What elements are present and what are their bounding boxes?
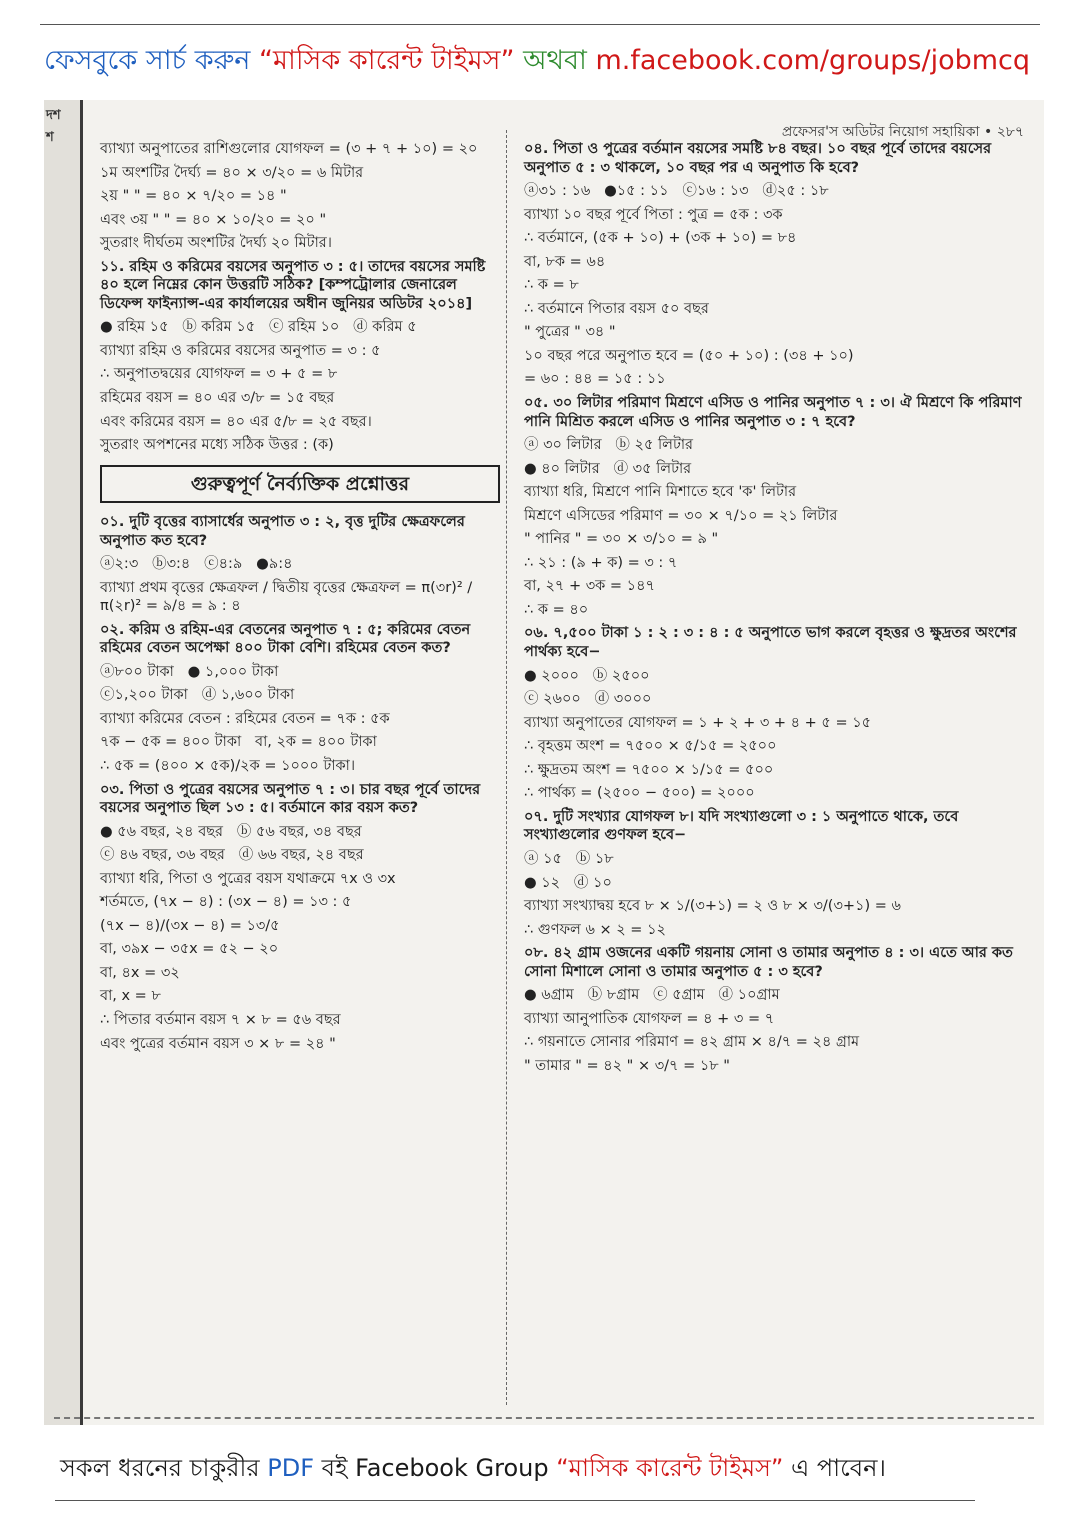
text-line: ● ৬গ্রাম ⓑ ৮গ্রাম ⓒ ৫গ্রাম ⓓ ১০গ্রাম <box>524 987 780 1004</box>
page-spine: দশ শ <box>44 100 83 1425</box>
text-line: বা, ৪x = ৩২ <box>100 964 180 981</box>
column-divider <box>506 130 507 1405</box>
text-line: বা, ৮ক = ৬৪ <box>524 253 606 270</box>
text-line: শর্তমতে, (৭x − ৪) : (৩x − ৪) = ১৩ : ৫ <box>100 894 352 911</box>
text-line: ∴ পিতার বর্তমান বয়স ৭ × ৮ = ৫৬ বছর <box>100 1012 341 1028</box>
text-line: ⓐ২:৩ ⓑ৩:৪ ⓒ৪:৯ ●৯:৪ <box>100 556 293 573</box>
text-line: ব্যাখ্যা অনুপাতের রাশিগুলোর যোগফল = (৩ + ৭ + ১০) = ২০ <box>100 141 478 157</box>
text-line: ● ২০০০ ⓑ ২৫০০ <box>524 667 650 684</box>
text-line: ব্যাখ্যা আনুপাতিক যোগফল = ৪ + ৩ = ৭ <box>524 1010 775 1027</box>
top-banner <box>44 40 1044 85</box>
text-line: ● ১২ ⓓ ১০ <box>524 874 612 891</box>
text-line: ১০ বছর পরে অনুপাত হবে = (৫০ + ১০) : (৩৪ + ১০) <box>524 347 854 364</box>
text-line: বা, x = ৮ <box>100 988 161 1005</box>
text-line: ∴ ক্ষুদ্রতম অংশ = ৭৫০০ × ১/১৫ = ৫০০ <box>524 761 774 778</box>
text-line: ∴ গয়নাতে সোনার পরিমাণ = ৪২ গ্রাম × ৪/৭ = ২৪ গ্রাম <box>524 1034 860 1051</box>
text-line: ⓐ৮০০ টাকা ● ১,০০০ টাকা <box>100 663 279 680</box>
text-line: ব্যাখ্যা সংখ্যাদ্বয় হবে ৮ × ১/(৩+১) = ২ ও ৮ × ৩/(৩+১) = ৬ <box>524 898 901 915</box>
text-line: (৭x − ৪)/(৩x − ৪) = ১৩/৫ <box>100 917 280 934</box>
left-column <box>100 140 500 1058</box>
text-line: ∴ ২১ : (৯ + ক) = ৩ : ৭ <box>524 554 678 571</box>
top-rule <box>40 24 1040 25</box>
text-line: এবং ৩য় " " = ৪০ × ১০/২০ = ২০ " <box>100 211 327 228</box>
text-line: ০২. করিম ও রহিম-এর বেতনের অনুপাত ৭ : ৫; করিমের বেতন রহিমের বেতন অপেক্ষা ৪০০ টাকা বেশি। রহিমের বেতন কত? <box>100 621 476 657</box>
text-line: = ৬০ : ৪৪ = ১৫ : ১১ <box>524 371 666 388</box>
text-line: ১ম অংশটির দৈর্ঘ্য = ৪০ × ৩/২০ = ৬ মিটার <box>100 164 364 181</box>
text-line: ব্যাখ্যা রহিম ও করিমের বয়সের অনুপাত = ৩ : ৫ <box>100 342 381 359</box>
text-line: এবং পুত্রের বর্তমান বয়স ৩ × ৮ = ২৪ " <box>100 1035 336 1052</box>
text-line: ⓐ৩১ : ১৬ ●১৫ : ১১ ⓒ১৬ : ১৩ ⓓ২৫ : ১৮ <box>524 183 829 200</box>
text-line: ● রহিম ১৫ ⓑ করিম ১৫ ⓒ রহিম ১০ ⓓ করিম ৫ <box>100 319 417 336</box>
text-line: রহিমের বয়স = ৪০ এর ৩/৮ = ১৫ বছর <box>100 390 335 407</box>
text-line: ⓐ ৩০ লিটার ⓑ ২৫ লিটার <box>524 437 694 454</box>
text-line: ⓒ১,২০০ টাকা ⓓ ১,৬০০ টাকা <box>100 687 295 704</box>
banner-group-name: “মাসিক কারেন্ট টাইমস” <box>259 45 515 76</box>
text-line: সুতরাং দীর্ঘতম অংশটির দৈর্ঘ্য ২০ মিটার। <box>100 235 332 252</box>
text-line: ব্যাখ্যা প্রথম বৃত্তের ক্ষেত্রফল / দ্বিতীয় বৃত্তের ক্ষেত্রফল = π(৩r)² / π(২r)² = ৯/৪ = ৯ : ৪ <box>100 579 477 615</box>
page-header: প্রফেসর'স অডিটর নিয়োগ সহায়িকা • ২৮৭ <box>781 124 1024 140</box>
text-line: বা, ২৭ + ৩ক = ১৪৭ <box>524 578 655 595</box>
text-line: ০৬. ৭,৫০০ টাকা ১ : ২ : ৩ : ৪ : ৫ অনুপাতে ভাগ করলে বৃহত্তর ও ক্ষুদ্রতর অংশের পার্থক্য হবে− <box>524 625 1022 661</box>
banner-or-text: অথবা <box>523 45 587 76</box>
text-line: ⓒ ৪৬ বছর, ৩৬ বছর ⓓ ৬৬ বছর, ২৪ বছর <box>100 847 364 864</box>
text-line: ব্যাখ্যা অনুপাতের যোগফল = ১ + ২ + ৩ + ৪ + ৫ = ১৫ <box>524 714 872 731</box>
footer-group-name: “মাসিক কারেন্ট টাইমস” <box>556 1454 784 1482</box>
text-line: ∴ অনুপাতদ্বয়ের যোগফল = ৩ + ৫ = ৮ <box>100 366 338 383</box>
text-line: ∴ বর্তমানে পিতার বয়স ৫০ বছর <box>524 300 709 317</box>
text-line: ∴ গুণফল ৬ × ২ = ১২ <box>524 921 666 938</box>
text-line: এবং করিমের বয়স = ৪০ এর ৫/৮ = ২৫ বছর। <box>100 413 372 430</box>
text-line: ব্যাখ্যা ১০ বছর পূর্বে পিতা : পুত্র = ৫ক : ৩ক <box>524 206 783 223</box>
footer-text-3: এ পাবেন। <box>790 1454 887 1482</box>
scanned-page <box>44 100 1044 1425</box>
text-line: ⓐ ১৫ ⓑ ১৮ <box>524 850 614 867</box>
text-line: ০৮. ৪২ গ্রাম ওজনের একটি গয়নায় সোনা ও তামার অনুপাত ৪ : ৩। এতে আর কত সোনা মিশালে সোনা ও তামার অনুপাত ৫ : ৩ হবে? <box>524 945 1018 980</box>
text-line: ∴ বর্তমানে, (৫ক + ১০) + (৩ক + ১০) = ৮৪ <box>524 230 797 247</box>
footer-pdf: PDF <box>267 1454 314 1482</box>
text-line: ∴ বৃহত্তম অংশ = ৭৫০০ × ৫/১৫ = ২৫০০ <box>524 738 777 755</box>
text-line: ∴ ক = ৪০ <box>524 601 589 618</box>
text-line: ১১. রহিম ও করিমের বয়সের অনুপাত ৩ : ৫। তাদের বয়সের সমষ্টি ৪০ হলে নিম্নের কোন উত্তরটি সঠিক? [কম্পট্রোলার জেনারেল ডিফেন্স ফাইন্যান্স-এর কার্যালয়ের অধীন জুনিয়র অডিটর ২০১৪] <box>100 258 491 312</box>
text-line: ০১. দুটি বৃত্তের ব্যাসার্ধের অনুপাত ৩ : ২, বৃত্ত দুটির ক্ষেত্রফলের অনুপাত কত হবে? <box>100 513 470 549</box>
text-line: " পুত্রের " ৩৪ " <box>524 324 616 341</box>
text-line: ০৫. ৩০ লিটার পরিমাণ মিশ্রণে এসিড ও পানির অনুপাত ৭ : ৩। ঐ মিশ্রণে কি পরিমাণ পানি মিশ্রিত করলে এসিড ও পানির অনুপাত ৩ : ৭ হবে? <box>524 395 1027 430</box>
text-line: মিশ্রণে এসিডের পরিমাণ = ৩০ × ৭/১০ = ২১ লিটার <box>524 507 838 524</box>
text-line: ০৩. পিতা ও পুত্রের বয়সের অনুপাত ৭ : ৩। চার বছর পূর্বে তাদের বয়সের অনুপাত ছিল ১৩ : ৫। বর্তমানে কার বয়স কত? <box>100 781 486 817</box>
text-line: বা, ৩৯x − ৩৫x = ৫২ − ২০ <box>100 941 279 958</box>
text-line: ব্যাখ্যা ধরি, মিশ্রণে পানি মিশাতে হবে 'ক' লিটার <box>524 484 797 501</box>
text-line: সুতরাং অপশনের মধ্যে সঠিক উত্তর : (ক) <box>100 437 334 454</box>
banner-link[interactable]: m.facebook.com/groups/jobmcq <box>595 45 1031 76</box>
text-line: ● ৫৬ বছর, ২৪ বছর ⓑ ৫৬ বছর, ৩৪ বছর <box>100 823 362 840</box>
text-line: ০৭. দুটি সংখ্যার যোগফল ৮। যদি সংখ্যাগুলো ৩ : ১ অনুপাতে থাকে, তবে সংখ্যাগুলোর গুণফল হবে− <box>524 808 964 844</box>
section-heading: গুরুত্বপূর্ণ নৈর্ব্যক্তিক প্রশ্নোত্তর <box>100 465 500 503</box>
footer-text-1: সকল ধরনের চাকুরীর <box>60 1454 260 1482</box>
text-line: ● ৪০ লিটার ⓓ ৩৫ লিটার <box>524 460 692 477</box>
text-line: ব্যাখ্যা করিমের বেতন : রহিমের বেতন = ৭ক : ৫ক <box>100 710 390 727</box>
footer-text-2: বই Facebook Group <box>321 1454 549 1482</box>
text-line: ∴ ৫ক = (৪০০ × ৫ক)/২ক = ১০০০ টাকা। <box>100 757 356 774</box>
text-line: ৭ক − ৫ক = ৪০০ টাকা বা, ২ক = ৪০০ টাকা <box>100 734 377 751</box>
text-line: ∴ ক = ৮ <box>524 277 579 294</box>
footer <box>60 1450 886 1490</box>
bottom-dashed-rule <box>54 1417 1034 1419</box>
text-line: ব্যাখ্যা ধরি, পিতা ও পুত্রের বয়স যথাক্রমে ৭x ও ৩x <box>100 870 396 887</box>
right-column <box>524 140 1029 1080</box>
text-line: ∴ পার্থক্য = (২৫০০ − ৫০০) = ২০০০ <box>524 785 755 802</box>
text-line: ০৪. পিতা ও পুত্রের বর্তমান বয়সের সমষ্টি ৮৪ বছর। ১০ বছর পূর্বে তাদের বয়সের অনুপাত ৫ : ৩ থাকলে, ১০ বছর পর এ অনুপাত কি হবে? <box>524 141 997 176</box>
text-line: ২য় " " = ৪০ × ৭/২০ = ১৪ " <box>100 188 287 205</box>
banner-search-text: ফেসবুকে সার্চ করুন <box>44 45 251 76</box>
footer-rule <box>55 1500 975 1501</box>
text-line: " তামার " = ৪২ " × ৩/৭ = ১৮ " <box>524 1057 730 1074</box>
text-line: ⓒ ২৬০০ ⓓ ৩০০০ <box>524 691 652 708</box>
text-line: " পানির " = ৩০ × ৩/১০ = ৯ " <box>524 531 719 548</box>
